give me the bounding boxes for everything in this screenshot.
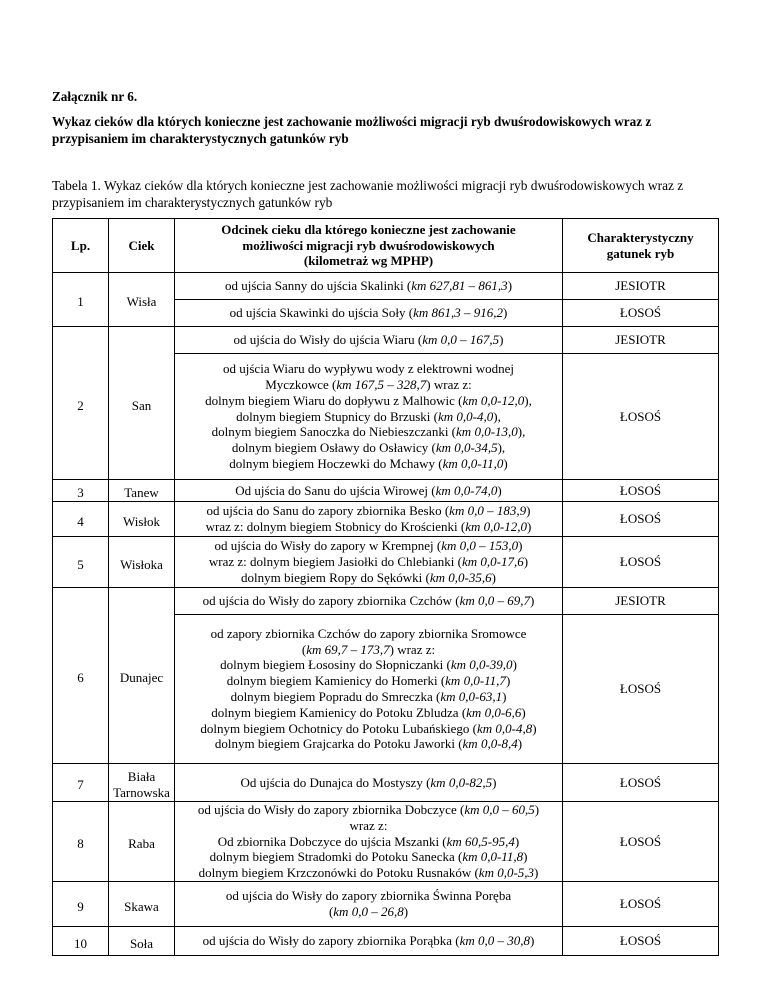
cell-ciek: Wisłok: [109, 502, 175, 537]
cell-lp: 7: [53, 764, 109, 802]
cell-gatunek: ŁOSOŚ: [563, 354, 719, 480]
odcinek-km: km 0,0-63,1: [440, 689, 503, 704]
cell-ciek: Skawa: [109, 881, 175, 926]
odcinek-text: dolnym biegiem Ochotnicy do Potoku Lubańskiego (: [200, 720, 477, 736]
cell-gatunek: JESIOTR: [563, 588, 719, 615]
cell-lp: 9: [53, 881, 109, 926]
odcinek-text-end: ): [518, 538, 523, 554]
table-row: [53, 926, 719, 955]
header-odcinek-line-3: (kilometraż wg MPHP): [303, 253, 434, 269]
odcinek-km: km 0,0-11,7: [445, 673, 506, 689]
cell-gatunek: ŁOSOŚ: [563, 502, 719, 537]
odcinek-km: km 0,0 – 30,8: [459, 933, 531, 949]
odcinek-km: km 0,0-11,8: [462, 849, 524, 865]
odcinek-km: km 0,0-12,0: [465, 519, 527, 534]
table-header-row: [53, 219, 719, 273]
odcinek-km: km 0,0 – 26,8: [333, 903, 404, 919]
odcinek-text-end: ) wraz z:: [389, 641, 436, 657]
table-caption: Tabela 1. Wykaz cieków dla których konieczne jest zachowanie możliwości migracji ryb dwuśrodowiskowych wraz z przypisaniem im charakterystycznych gatunków ryb: [52, 178, 684, 210]
cell-lp: 3: [53, 480, 109, 502]
odcinek-km: km 861,3 – 916,2: [413, 305, 503, 321]
odcinek-text: Od ujścia do Dunajca do Mostyszy (: [240, 774, 431, 790]
cell-gatunek: ŁOSOŚ: [563, 480, 719, 502]
cell-odcinek: [175, 802, 563, 882]
odcinek-text-end: ): [523, 554, 529, 570]
odcinek-text-end: ): [502, 689, 507, 704]
odcinek-km: km 0,0-13,0: [456, 424, 518, 440]
odcinek-km: km 69,7 – 173,7: [306, 641, 390, 657]
odcinek-text-end: ): [532, 720, 537, 736]
cell-lp: 10: [53, 926, 109, 955]
table-row: [53, 502, 719, 537]
cell-ciek: Biała Tarnowska: [109, 764, 175, 802]
odcinek-text-end: ): [530, 593, 535, 609]
odcinek-text: od ujścia do Wisły do zapory zbiornika Porąbka (: [202, 933, 460, 949]
odcinek-text-end: ): [521, 704, 526, 720]
odcinek-text: od ujścia Wiaru do wypływu wody z elektrowni wodnej: [223, 361, 514, 377]
odcinek-text-end: ): [523, 849, 528, 865]
odcinek-text: Od ujścia do Sanu do ujścia Wirowej (: [235, 482, 436, 498]
odcinek-text-end: ): [512, 657, 517, 673]
odcinek-text-end: ): [503, 305, 508, 321]
odcinek-text-end: ) wraz z:: [426, 377, 472, 392]
cell-gatunek: ŁOSOŚ: [563, 615, 719, 764]
odcinek-text-end: ): [530, 933, 535, 949]
odcinek-km: km 0,0 – 167,5: [422, 332, 500, 348]
odcinek-text-end: ): [534, 865, 539, 881]
odcinek-text-end: ): [503, 455, 508, 471]
odcinek-text: (: [301, 641, 307, 657]
odcinek-text-end: ): [505, 673, 511, 689]
header-odcinek: [175, 219, 563, 273]
cell-ciek: Tanew: [109, 480, 175, 502]
cell-odcinek: [175, 502, 563, 537]
odcinek-text-end: ): [403, 903, 409, 919]
table-row: [53, 327, 719, 354]
header-ciek: Ciek: [109, 219, 175, 273]
cell-odcinek: [175, 327, 563, 354]
cell-odcinek: [175, 926, 563, 955]
document-title: Wykaz cieków dla których konieczne jest zachowanie możliwości migracji ryb dwuśrodowiskowych wraz z przypisaniem im charakterystycznych gatunków ryb: [52, 114, 652, 146]
cell-gatunek: JESIOTR: [563, 327, 719, 354]
odcinek-text: wraz z: dolnym biegiem Jasiołki do Chlebianki (: [208, 554, 462, 570]
odcinek-km: km 0,0-6,6: [466, 704, 522, 720]
odcinek-text-end: ): [492, 774, 497, 790]
odcinek-text-end: ): [526, 503, 531, 519]
odcinek-text: od ujścia Skawinki do ujścia Soły (: [229, 305, 414, 321]
odcinek-text-end: ): [491, 569, 496, 585]
odcinek-text: dolnym biegiem Kamienicy do Potoku Zbludza (: [211, 704, 467, 720]
odcinek-text-end: ),: [517, 424, 526, 440]
table-row: [53, 764, 719, 802]
cell-lp: 8: [53, 802, 109, 882]
header-lp: Lp.: [53, 219, 109, 273]
odcinek-text: od ujścia Sanny do ujścia Skalinki (: [224, 278, 412, 294]
odcinek-text: od ujścia do Sanu do zapory zbiornika Besko (: [206, 503, 450, 519]
header-gatunek-line-1: Charakterystyczny: [587, 229, 694, 245]
odcinek-text: dolnym biegiem Hoczewki do Mchawy (: [229, 455, 443, 471]
header-gatunek: [563, 219, 719, 273]
cell-ciek: Soła: [109, 926, 175, 955]
odcinek-text: dolnym biegiem Wiaru do dopływu z Malhowic (: [205, 392, 463, 408]
cell-odcinek: [175, 881, 563, 926]
odcinek-text-end: ): [497, 482, 502, 498]
odcinek-text: dolnym biegiem Ropy do Sękówki (: [241, 569, 430, 585]
odcinek-km: km 0,0-82,5: [430, 774, 493, 790]
cell-lp: 6: [53, 588, 109, 764]
table-row: [53, 588, 719, 615]
odcinek-km: km 0,0-35,6: [429, 569, 492, 585]
odcinek-text-end: ): [514, 833, 520, 849]
odcinek-text: (: [328, 903, 334, 919]
odcinek-km: km 0,0-39,0: [450, 657, 513, 673]
odcinek-text: od ujścia do Wisły do zapory zbiornika Dobczyce (: [197, 802, 465, 817]
table-body: [53, 273, 719, 956]
cell-odcinek: [175, 615, 563, 764]
odcinek-text: dolnym biegiem Popradu do Smreczka (: [230, 689, 441, 704]
odcinek-km: km 0,0 – 69,7: [459, 593, 531, 609]
annex-heading: Załącznik nr 6.: [52, 89, 138, 104]
odcinek-text-end: ): [507, 278, 513, 294]
cell-lp: 4: [53, 502, 109, 537]
cell-gatunek: ŁOSOŚ: [563, 764, 719, 802]
cell-odcinek: [175, 764, 563, 802]
odcinek-text: od zapory zbiornika Czchów do zapory zbiornika Sromowce: [210, 625, 527, 641]
odcinek-text: dolnym biegiem Sanoczka do Niebieszczanki (: [211, 424, 457, 440]
rivers-table: [52, 218, 719, 956]
cell-odcinek: [175, 300, 563, 327]
odcinek-km: km 0,0-8,4: [462, 736, 518, 752]
odcinek-km: km 0,0-17,6: [462, 554, 524, 570]
odcinek-km: km 627,81 – 861,3: [411, 278, 508, 294]
odcinek-text-end: ),: [524, 392, 532, 408]
odcinek-km: km 0,0 – 153,0: [441, 538, 519, 554]
odcinek-km: km 60,5-95,4: [446, 833, 515, 849]
odcinek-text: dolnym biegiem Łososiny do Słopniczanki (: [220, 657, 451, 673]
odcinek-km: km 0,0-12,0: [462, 392, 525, 408]
odcinek-text: dolnym biegiem Grajcarka do Potoku Jaworki (: [214, 736, 463, 752]
table-row: [53, 802, 719, 882]
odcinek-text: dolnym biegiem Osławy do Osławicy (: [231, 440, 436, 456]
odcinek-text-end: ),: [493, 408, 501, 424]
cell-lp: 5: [53, 537, 109, 588]
header-odcinek-line-1: Odcinek cieku dla którego konieczne jest zachowanie: [221, 221, 516, 237]
header-odcinek-line-2: możliwości migracji ryb dwuśrodowiskowych: [242, 237, 495, 253]
odcinek-km: km 0,0-4,0: [438, 408, 494, 424]
cell-gatunek: ŁOSOŚ: [563, 300, 719, 327]
cell-gatunek: JESIOTR: [563, 273, 719, 300]
cell-lp: 2: [53, 327, 109, 480]
cell-odcinek: [175, 588, 563, 615]
odcinek-km: km 0,0-34,5: [435, 440, 498, 456]
odcinek-text-end: ): [534, 802, 540, 817]
odcinek-text: od ujścia do Wisły do zapory zbiornika Czchów (: [202, 593, 460, 609]
odcinek-text-end: ): [499, 332, 504, 348]
header-gatunek-line-2: gatunek ryb: [606, 245, 675, 261]
cell-ciek: San: [109, 327, 175, 480]
cell-ciek: Wisłoka: [109, 537, 175, 588]
odcinek-text: dolnym biegiem Stupnicy do Brzuski (: [236, 408, 438, 424]
table-row: [53, 881, 719, 926]
odcinek-text: od ujścia do Wisły do ujścia Wiaru (: [233, 332, 423, 348]
table-row: [53, 537, 719, 588]
odcinek-text: od ujścia do Wisły do zapory w Krempnej (: [214, 538, 442, 554]
odcinek-km: km 0,0-5,3: [478, 865, 535, 881]
table-row: [53, 480, 719, 502]
odcinek-text-end: ),: [497, 440, 506, 456]
odcinek-text-end: ): [527, 519, 532, 534]
cell-lp: 1: [53, 273, 109, 327]
odcinek-text-end: ): [517, 736, 523, 752]
cell-odcinek: [175, 480, 563, 502]
cell-ciek: Raba: [109, 802, 175, 882]
cell-gatunek: ŁOSOŚ: [563, 802, 719, 882]
cell-odcinek: [175, 273, 563, 300]
cell-gatunek: ŁOSOŚ: [563, 926, 719, 955]
table-row: [53, 273, 719, 300]
odcinek-text: wraz z: dolnym biegiem Stobnicy do Krościenki (: [205, 519, 466, 534]
odcinek-km: km 0,0-11,0: [442, 455, 504, 471]
odcinek-text: dolnym biegiem Kamienicy do Homerki (: [226, 673, 446, 689]
odcinek-text: dolnym biegiem Stradomki do Potoku Sanecka (: [209, 849, 463, 865]
odcinek-text: Od zbiornika Dobczyce do ujścia Mszanki (: [217, 833, 447, 849]
odcinek-text: od ujścia do Wisły do zapory zbiornika Świnna Poręba: [225, 888, 512, 904]
cell-odcinek: [175, 537, 563, 588]
odcinek-km: km 167,5 – 328,7: [336, 377, 427, 392]
odcinek-km: km 0,0-74,0: [435, 482, 498, 498]
odcinek-text: dolnym biegiem Krzczonówki do Potoku Rusnaków (: [198, 865, 479, 881]
odcinek-text: wraz z:: [349, 817, 388, 833]
cell-odcinek: [175, 354, 563, 480]
cell-ciek: Dunajec: [109, 588, 175, 764]
cell-gatunek: ŁOSOŚ: [563, 537, 719, 588]
cell-gatunek: ŁOSOŚ: [563, 881, 719, 926]
odcinek-km: km 0,0 – 60,5: [464, 802, 535, 817]
odcinek-text: Myczkowce (: [265, 377, 337, 392]
odcinek-km: km 0,0-4,8: [476, 720, 533, 736]
odcinek-km: km 0,0 – 183,9: [449, 503, 527, 519]
cell-ciek: Wisła: [109, 273, 175, 327]
